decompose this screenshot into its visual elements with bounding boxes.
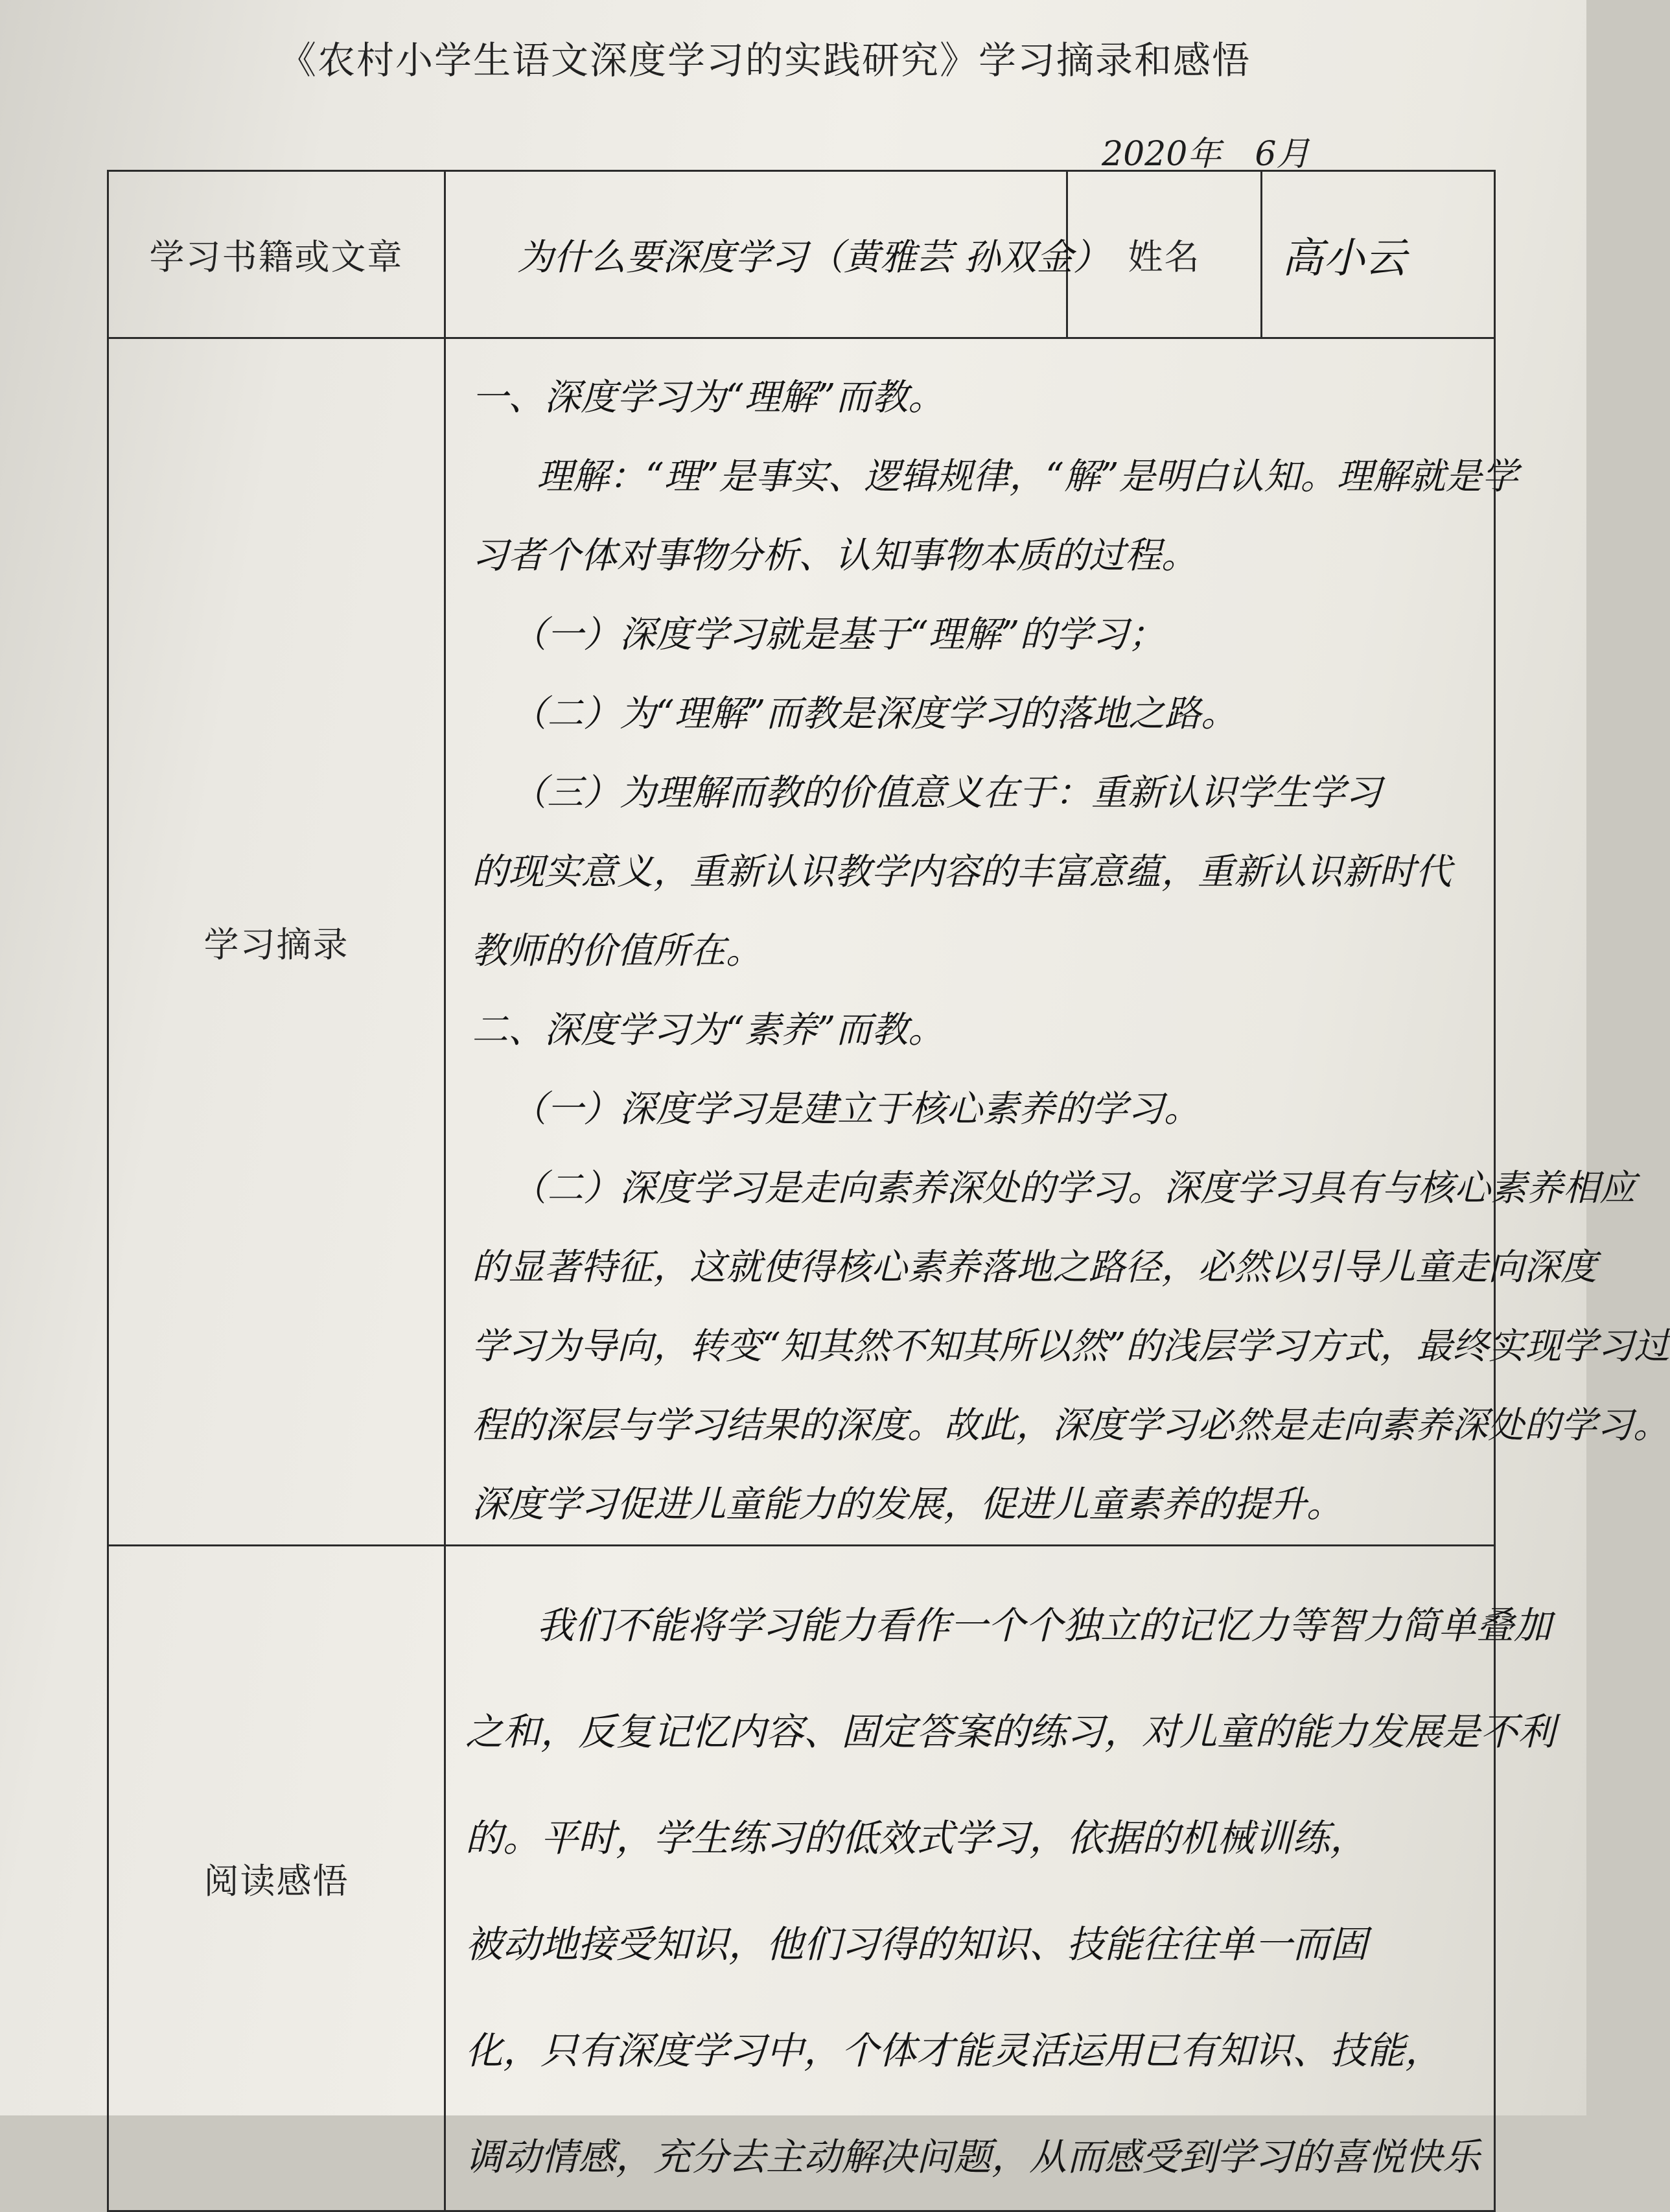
reflection-line: 的。平时，学生练习的低效式学习，依据的机械训练， <box>465 1816 1368 1860</box>
excerpt-line: 深度学习促进儿童能力的发展，促进儿童素养的提升。 <box>472 1484 1343 1526</box>
reflection-line: 被动地接受知识，他们习得的知识、技能往往单一而固 <box>465 1922 1368 1966</box>
book-value: 为什么要深度学习（黄雅芸 孙双金） <box>445 171 1067 338</box>
form-row-reflection <box>108 1546 1495 2211</box>
excerpt-line: 学习为导向，转变“知其然不知其所以然”的浅层学习方式，最终实现学习过 <box>472 1325 1670 1368</box>
reflection-line: 化，只有深度学习中，个体才能灵活运用已有知识、技能， <box>465 2029 1443 2073</box>
form-row-book <box>108 171 1495 338</box>
book-label: 学习书籍或文章 <box>108 171 445 338</box>
reflection-line: 之和，反复记忆内容、固定答案的练习，对儿童的能力发展是不利 <box>465 1710 1556 1754</box>
excerpt-line: （三）为理解而教的价值意义在于：重新认识学生学习 <box>511 772 1382 814</box>
excerpt-line: 的现实意义，重新认识教学内容的丰富意蕴，重新认识新时代 <box>472 851 1452 893</box>
excerpt-label: 学习摘录 <box>108 338 445 1546</box>
excerpt-line: 理解：“理”是事实、逻辑规律，“解”是明白认知。理解就是学 <box>537 456 1518 498</box>
excerpt-line: （二）为“理解”而教是深度学习的落地之路。 <box>511 693 1238 735</box>
reflection-label: 阅读感悟 <box>108 1546 445 2211</box>
excerpt-line: （二）深度学习是走向素养深处的学习。深度学习具有与核心素养相应 <box>511 1167 1636 1209</box>
excerpt-line: 一、深度学习为“理解”而教。 <box>472 377 945 419</box>
name-value: 高小云 <box>1262 171 1495 338</box>
reflection-content <box>445 1546 1556 2211</box>
study-form-table <box>107 170 1670 2212</box>
excerpt-content <box>445 338 1670 1546</box>
excerpt-line: 程的深层与学习结果的深度。故此，深度学习必然是走向素养深处的学习。 <box>472 1404 1669 1447</box>
excerpt-line: （一）深度学习是建立于核心素养的学习。 <box>511 1088 1200 1130</box>
name-label: 姓名 <box>1067 171 1262 338</box>
excerpt-line: 教师的价值所在。 <box>472 930 762 972</box>
form-date: 2020年 6月 <box>1102 135 1310 174</box>
excerpt-line: 的显著特征，这就使得核心素养落地之路径，必然以引导儿童走向深度 <box>472 1246 1597 1288</box>
page-title: 《农村小学生语文深度学习的实践研究》学习摘录和感悟 <box>279 38 1251 82</box>
reflection-line: 我们不能将学习能力看作一个个独立的记忆力等智力简单叠加 <box>537 1603 1552 1647</box>
excerpt-line: 习者个体对事物分析、认知事物本质的过程。 <box>472 535 1198 577</box>
excerpt-line: 二、深度学习为“素养”而教。 <box>472 1009 945 1051</box>
reflection-line: 调动情感，充分去主动解决问题，从而感受到学习的喜悦快乐 <box>465 2135 1481 2179</box>
excerpt-line: （一）深度学习就是基于“理解”的学习； <box>511 614 1165 656</box>
form-row-excerpt <box>108 338 1495 1546</box>
